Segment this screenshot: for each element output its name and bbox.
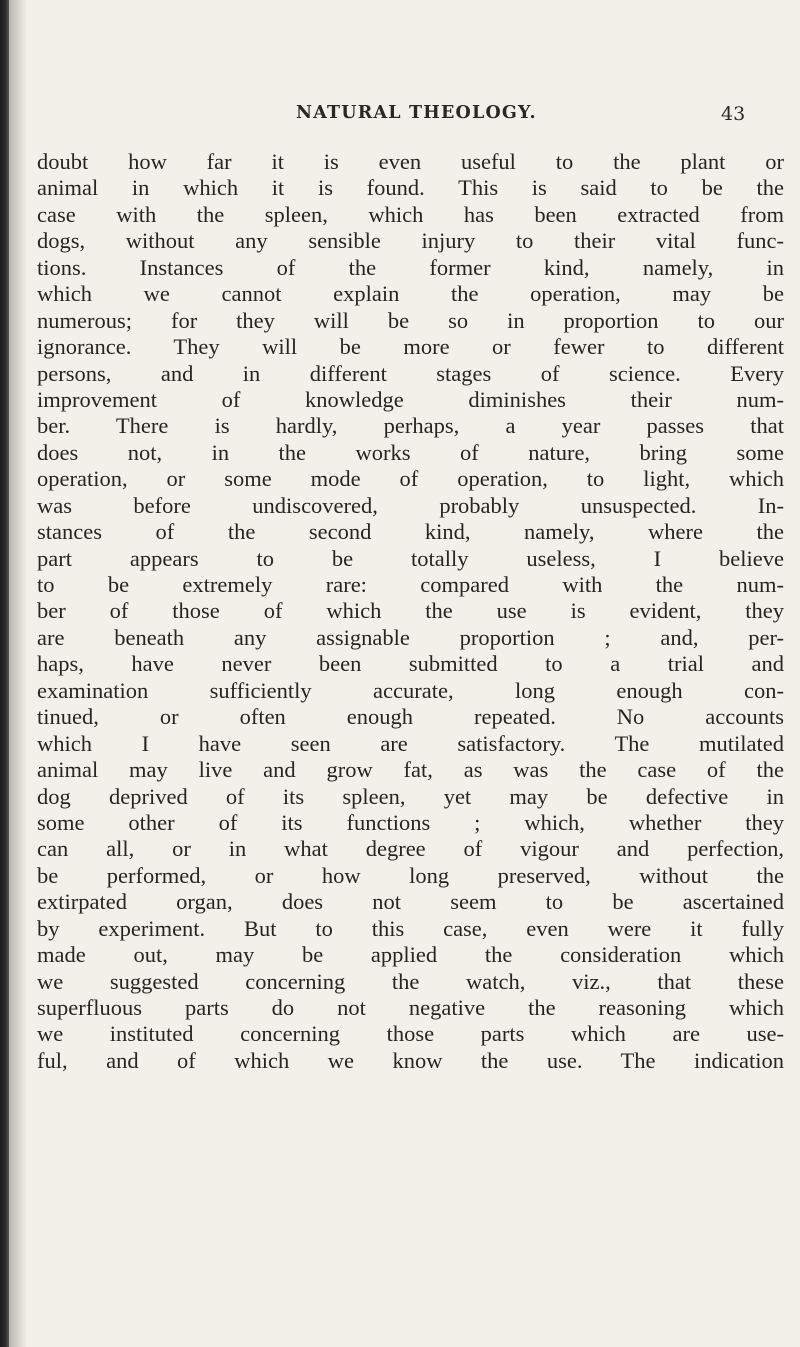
text-line: dogs, without any sensible injury to their vital func- <box>37 228 784 254</box>
text-line: are beneath any assignable proportion ; and, per- <box>37 624 784 650</box>
text-line: ber. There is hardly, perhaps, a year passes that <box>37 413 784 439</box>
text-line: ful, and of which we know the use. The indication <box>37 1047 784 1073</box>
page-number: 43 <box>721 103 746 125</box>
text-line: numerous; for they will be so in proportion to our <box>37 307 784 333</box>
text-line: tions. Instances of the former kind, namely, in <box>37 254 784 280</box>
text-line: tinued, or often enough repeated. No accounts <box>37 704 784 730</box>
running-head <box>0 103 800 133</box>
text-line: doubt how far it is even useful to the plant or <box>37 149 784 174</box>
text-line: case with the spleen, which has been extracted from <box>37 201 784 227</box>
text-line: was before undiscovered, probably unsuspected. In- <box>37 492 784 518</box>
text-line: persons, and in different stages of science. Every <box>37 360 784 386</box>
text-line: part appears to be totally useless, I believe <box>37 545 784 571</box>
text-line: improvement of knowledge diminishes their num- <box>37 386 784 412</box>
text-line: to be extremely rare: compared with the num- <box>37 572 784 597</box>
text-line: some other of its functions ; which, whether they <box>37 809 784 835</box>
text-line: stances of the second kind, namely, where the <box>37 519 784 545</box>
text-line: haps, have never been submitted to a trial and <box>37 651 784 677</box>
text-line: by experiment. But to this case, even were it fully <box>37 915 784 941</box>
text-line: does not, in the works of nature, bring some <box>37 439 784 465</box>
text-line: which I have seen are satisfactory. The mutilated <box>37 730 784 756</box>
text-line: animal may live and grow fat, as was the case of the <box>37 757 784 783</box>
text-line: be performed, or how long preserved, without the <box>37 862 784 888</box>
text-line: can all, or in what degree of vigour and perfection, <box>37 836 784 862</box>
text-line: made out, may be applied the consideration which <box>37 942 784 968</box>
text-line: examination sufficiently accurate, long enough con- <box>37 677 784 703</box>
text-line: we suggested concerning the watch, viz., that these <box>37 968 784 994</box>
body-text <box>37 149 784 1074</box>
text-line: extirpated organ, does not seem to be ascertained <box>37 889 784 915</box>
text-line: we instituted concerning those parts which are use- <box>37 1021 784 1047</box>
running-title: NATURAL THEOLOGY. <box>296 103 537 123</box>
text-line: which we cannot explain the operation, may be <box>37 281 784 307</box>
text-line: dog deprived of its spleen, yet may be defective in <box>37 783 784 809</box>
text-line: ignorance. They will be more or fewer to different <box>37 334 784 360</box>
text-line: ber of those of which the use is evident, they <box>37 598 784 624</box>
text-line: superfluous parts do not negative the reasoning which <box>37 995 784 1020</box>
text-line: animal in which it is found. This is said to be the <box>37 175 784 201</box>
text-line: operation, or some mode of operation, to light, which <box>37 466 784 492</box>
